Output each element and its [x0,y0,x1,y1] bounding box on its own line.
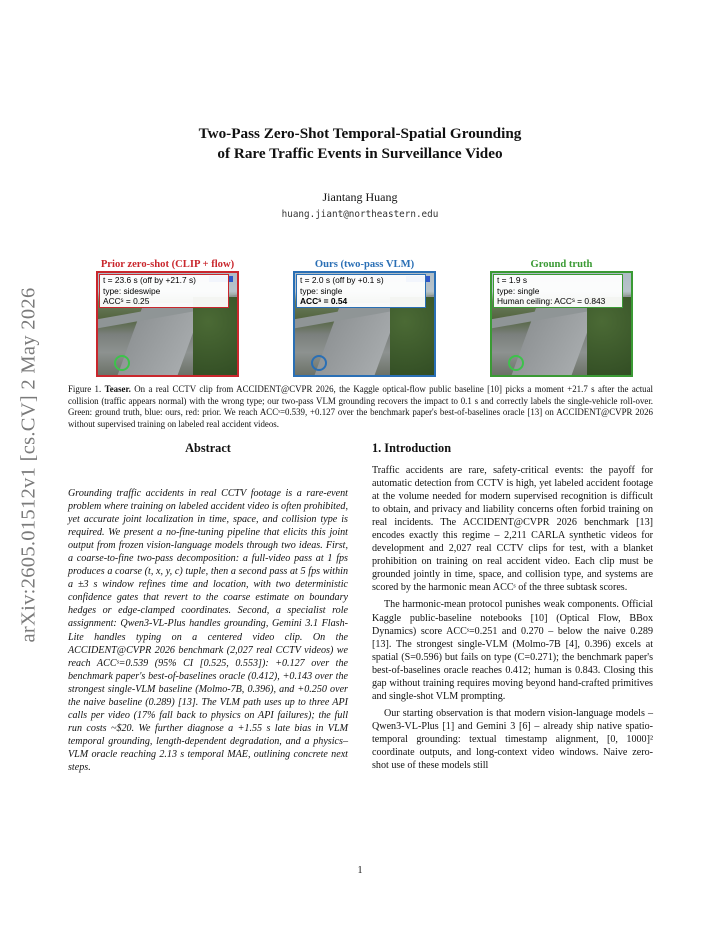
page-number: 1 [357,865,363,876]
panel-title: Ours (two-pass VLM) [314,259,415,270]
title-line-1: Two-Pass Zero-Shot Temporal-Spatial Grounding [198,125,522,142]
panel-title: Prior zero-shot (CLIP + flow) [100,259,235,270]
prediction-box [493,274,623,308]
panel-title: Ground truth [530,259,593,270]
cctv-frame-image [490,271,633,377]
author-name: Jiantang Huang [322,190,398,204]
caption-text: On a real CCTV clip from ACCIDENT@CVPR 2026, the Kaggle optical-flow public baseline [10] picks a moment +21.7 s after the actual collision (traffic appears normal) with the wrong type; our two-pass VLM grounding recovers the impact to 0.1 s and correctly labels the single-vehicle roll-over. Green: ground truth, blue: ours, red: prior. We reach ACCˢ=0.539, +0.127 over the benchmark paper's best-of-baselines oracle [13] on ACCIDENT@CVPR 2026 without supervised training on labeled real accident videos. [68,384,654,430]
vehicle-marker-icon [508,355,524,371]
intro-paragraph: Our starting observation is that modern vision-language models – Qwen3-VL-Plus [1] and Gemini 3 [6] – already ship native spatio-temporal grounding: textual timestamp alignment, [0, 1000]² coordinate outputs, and long-context video windows. Naive zero-shot use of these models still [372,707,653,772]
type-readout: type: single [300,285,343,296]
figure-caption [68,384,653,431]
intro-heading: 1. Introduction [372,441,452,455]
abstract-body [68,487,348,774]
prediction-box [296,274,426,308]
time-readout: t = 2.0 s (off by +0.1 s) [300,275,384,285]
paper-title [0,124,720,164]
arxiv-stamp [12,255,46,675]
vehicle-marker-icon [311,355,327,371]
vehicle-marker-icon [114,355,130,371]
type-readout: type: sideswipe [103,285,161,296]
arxiv-id-text: arXiv:2605.01512v1 [cs.CV] 2 May 2026 [17,287,40,643]
time-readout: t = 1.9 s [497,275,528,285]
prediction-box [99,274,229,308]
author-email: huang.jiant@northeastern.edu [281,209,439,220]
cctv-frame-image [96,271,239,377]
caption-bold: Teaser. [104,384,131,394]
type-readout: type: single [497,285,540,296]
time-readout: t = 23.6 s (off by +21.7 s) [103,275,196,285]
intro-paragraph: Traffic accidents are rare, safety-critical events: the payoff for automatic detection from CCTV is high, yet labeled accident footage at the volume needed for modern supervised recognition is difficult to obtain, and privacy and liability concerns often forbid training on real incidents. The ACCIDENT@CVPR 2026 benchmark [13] encodes exactly this regime – 2,211 CARLA synthetic videos for development and 2,027 real CCTV clips for test, with a blanket prohibition on training on real accident video. Each clip must be grounded jointly in time, space, and collision type, and systems are scored by the harmonic mean ACCˢ of the three subtask scores. [372,465,653,594]
intro-body [372,464,653,772]
abstract-heading: Abstract [185,441,231,455]
panel-prior [96,258,239,377]
intro-paragraph: The harmonic-mean protocol punishes weak components. Official Kaggle public-baseline notebooks [10] (Optical Flow, BBox Dynamics) score ACCˢ=0.251 and 0.270 – below the naive 0.289 [13]. The strongest single-VLM (Molmo-7B [4], 0.396) excels at spatial (S=0.596) but fails on type (C=0.271); the benchmark paper's best-of-baselines oracle reaches 0.412; human is 0.843. Closing this gap without training requires moving beyond hand-crafted primitives and single-shot VLM prompting. [372,599,653,702]
panel-ground-truth [490,258,633,377]
acc-readout: ACCˢ = 0.25 [103,296,150,306]
panel-ours [293,258,436,377]
cctv-frame-image [293,271,436,377]
abstract-text: Grounding traffic accidents in real CCTV footage is a rare-event problem where training on labeled accident video is often prohibited, yet accurate joint localization in time, space, and collision type is required. We present a no-fine-tuning pipeline that elicits this joint output from frozen vision-language models through two ideas. First, a coarse-to-fine two-pass decomposition: a full-video pass at 1 fps produces a coarse (t, x, y, c) tuple, then a second pass at 5 fps within a ±3 s window refines time and location, with two deterministic confidence gates that revert to the coarse estimate on boundary hedges or edge-clamped coordinates. Second, a specialist role assignment: Qwen3-VL-Plus handles grounding, Gemini 3.1 Flash-Lite handles typing on a centered video clip. On the ACCIDENT@CVPR 2026 benchmark (2,027 real CCTV videos) we reach ACCˢ=0.539 (95% CI [0.525, 0.553]): +0.127 over the benchmark paper's best-of-baselines oracle (0.412), +0.143 over the strongest single-VLM baseline (Molmo-7B, 0.396), and +0.250 over the naive baseline (0.289) [13]. The VLM path uses up to three API calls per video (17% fall back to physics on API failures); the full run costs ~$20. We further diagnose a +1.55 s late bias in VLM temporal grounding, length-dependent degradation, and a physics–VLM oracle reaching 2.13 s temporal MAE, outlining concrete next steps. [68,488,348,773]
acc-readout: Human ceiling: ACCˢ = 0.843 [497,296,606,306]
title-line-2: of Rare Traffic Events in Surveillance Video [217,145,503,162]
acc-readout: ACCˢ = 0.54 [300,296,348,306]
caption-label: Figure 1. [68,384,102,394]
